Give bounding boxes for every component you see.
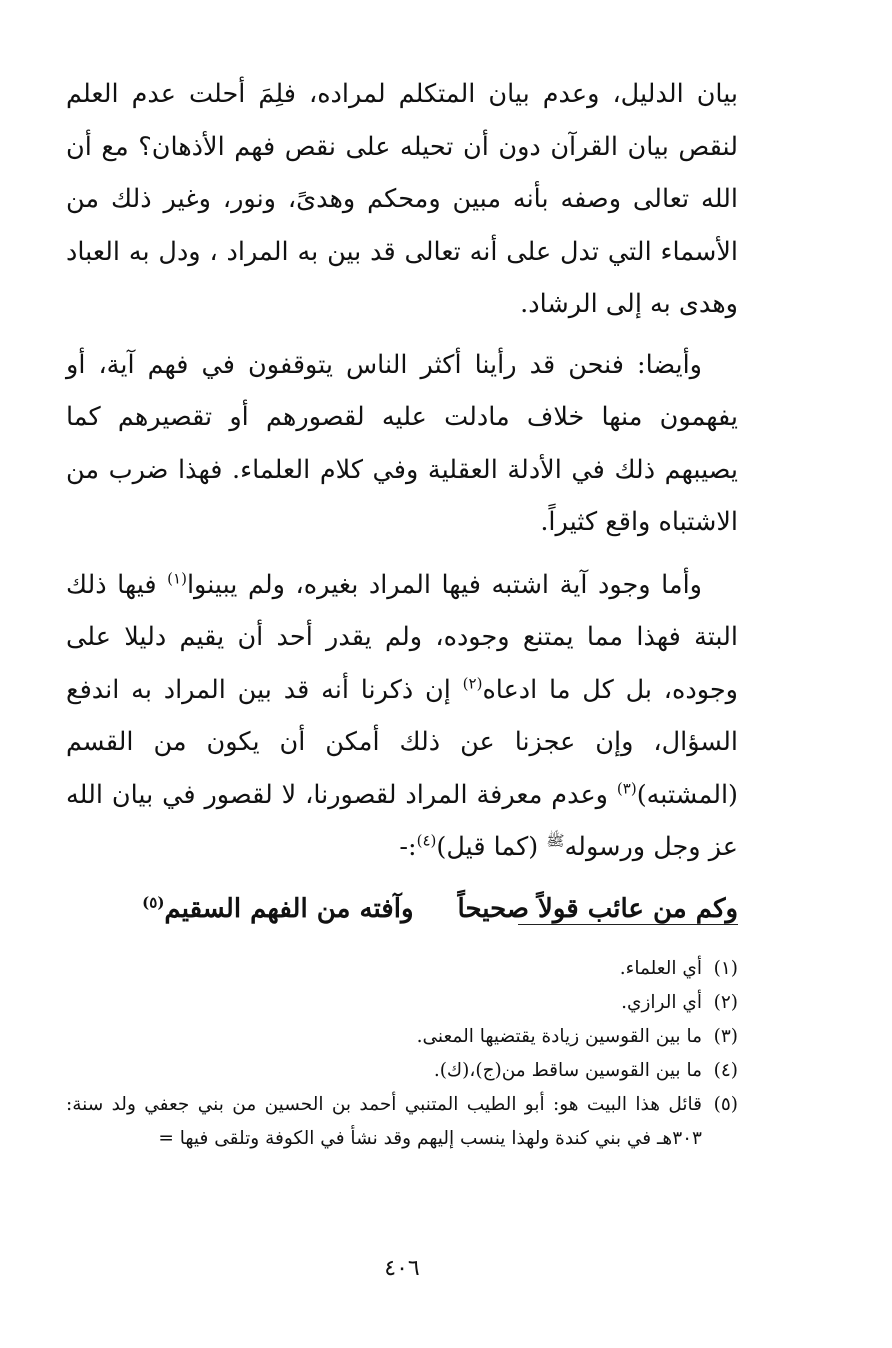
footnote-text: أي العلماء. <box>619 958 702 979</box>
paragraph-3-text-f: :- <box>399 832 417 862</box>
paragraph-1-text: بيان الدليل، وعدم بيان المتكلم لمراده، فلِمَ أحلت عدم العلم لنقص بيان القرآن دون أن تحيله على نقص فهم الأذهان؟ مع أن الله تعالى وصفه بأنه مبين ومحكم وهدىً، ونور، وغير ذلك من الأسماء التي تدل على أنه تعالى قد بين به المراد ، ودل به العباد وهدى به إلى الرشاد. <box>66 79 738 319</box>
footnote-ref-2: (٢) <box>462 674 483 692</box>
footnote-ref-3: (٣) <box>616 779 637 797</box>
paragraph-2 <box>66 339 738 549</box>
footnote-ref-4: (٤) <box>416 831 437 850</box>
paragraph-3-text-b: فيها ذلك البتة فهذا مما يمتنع وجوده، ولم يقدر أحد أن يقيم دليلا على وجوده، بل كل ما ادعاه <box>66 569 738 705</box>
paragraph-3-text-a: وأما وجود آية اشتبه فيها المراد بغيره، ولم يبينوا <box>186 569 702 600</box>
page-number: ٤٠٦ <box>384 1256 420 1281</box>
poetry-verse <box>66 884 738 934</box>
footnote-number: (٢) <box>713 992 738 1013</box>
paragraph-2-text: وأيضا: فنحن قد رأينا أكثر الناس يتوقفون في فهم آية، أو يفهمون منها خلاف مادلت عليه لقصورهم أو تقصيرهم كما يصيبهم ذلك في الأدلة العقلية وفي كلام العلماء. فهذا ضرب من الاشتباه واقع كثيراً. <box>66 349 738 537</box>
footnote-text: ما بين القوسين زيادة يقتضيها المعنى. <box>416 1026 702 1047</box>
footnote-2 <box>66 986 738 1020</box>
verse-second-hemistich-wrap <box>142 884 413 934</box>
verse-first-hemistich: وكم من عائب قولاً صحيحاً <box>457 893 738 924</box>
book-page <box>66 68 738 1288</box>
footnote-number: (١) <box>713 958 738 979</box>
footnote-ref-1: (١) <box>167 569 187 587</box>
salutation-symbol: ﷺ <box>546 831 565 850</box>
paragraph-3-text-d: وعدم معرفة المراد لقصورنا، لا لقصور في بيان الله عز وجل ورسوله <box>66 779 738 862</box>
footnote-separator <box>518 924 738 925</box>
main-text <box>66 68 738 934</box>
footnotes <box>66 952 738 1156</box>
footnote-text: ما بين القوسين ساقط من(ج)،(ك). <box>433 1060 702 1081</box>
footnote-number: (٤) <box>713 1060 738 1081</box>
footnote-text: أي الرازي. <box>621 992 702 1013</box>
paragraph-1 <box>66 68 738 331</box>
verse-second-hemistich: وآفته من الفهم السقيم <box>164 893 414 924</box>
paragraph-3-text-c: إن ذكرنا أنه قد بين المراد به اندفع السؤال، وإن عجزنا عن ذلك أمكن أن يكون من القسم (المشتبه) <box>66 674 738 810</box>
footnote-text: قائل هذا البيت هو: أبو الطيب المتنبي أحمد بن الحسين من بني جعفي ولد سنة: ٣٠٣هـ في بني كندة ولهذا ينسب إليهم وقد نشأ في الكوفة وتلقى فيها = <box>66 1094 702 1149</box>
footnote-number: (٣) <box>713 1026 738 1047</box>
paragraph-3 <box>66 559 738 874</box>
footnote-1 <box>66 952 738 986</box>
paragraph-3-text-e: (كما قيل) <box>436 832 547 862</box>
footnote-number: (٥) <box>713 1094 738 1115</box>
footnote-5 <box>66 1088 738 1156</box>
footnote-3 <box>66 1020 738 1054</box>
footnote-4 <box>66 1054 738 1088</box>
footnote-ref-5: (٥) <box>142 892 165 911</box>
